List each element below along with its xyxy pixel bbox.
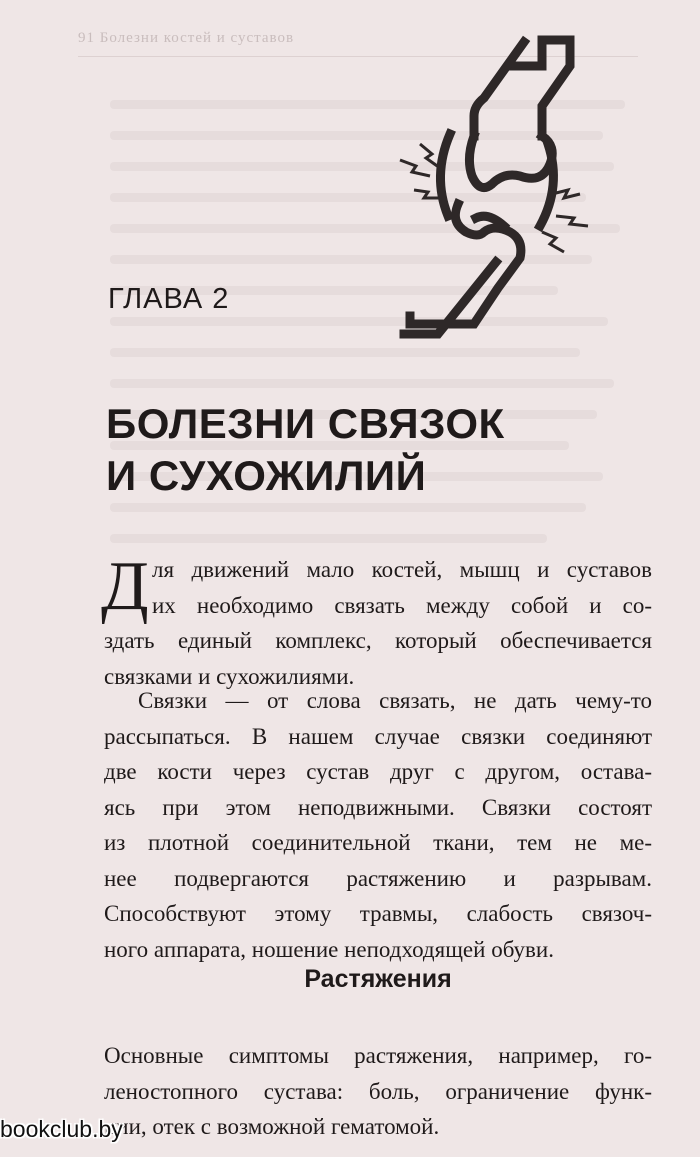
chapter-title-line: И СУХОЖИЛИЙ <box>106 452 427 499</box>
text-line: связками и сухожилиями. <box>104 663 355 689</box>
watermark: bookclub.by <box>0 1116 123 1142</box>
text-line: их необходимо связать между собой и со- <box>152 592 652 618</box>
chapter-title <box>106 398 646 502</box>
chapter-title-line: БОЛЕЗНИ СВЯЗОК <box>106 400 505 447</box>
running-head: 91 Болезни костей и суставов <box>78 30 295 46</box>
knee-joint-pain-icon <box>392 26 592 346</box>
intro-paragraph <box>104 552 652 694</box>
drop-cap: Д <box>101 548 149 625</box>
text-line: Связки — от слова связать, не дать чему-то <box>138 688 652 713</box>
text-line: Основные симптомы растяжения, например, го- <box>104 1043 652 1068</box>
sprains-paragraph <box>104 1038 652 1145</box>
text-line: рассыпаться. В нашем случае связки соединяют <box>104 723 652 749</box>
text-line: ции, отек с возможной гематомой. <box>104 1114 440 1139</box>
text-line: здать единый комплекс, который обеспечивается <box>104 628 652 653</box>
text-line: Способствуют этому травмы, слабость связоч- <box>104 901 652 926</box>
chapter-label: ГЛАВА 2 <box>108 283 230 315</box>
text-line: нее подвергаются растяжению и разрывам. <box>104 865 652 891</box>
text-line: ного аппарата, ношение неподходящей обуви. <box>104 936 554 962</box>
text-line: ясь при этом неподвижными. Связки состоят <box>104 794 652 820</box>
section-heading: Растяжения <box>304 965 452 993</box>
text-line: две кости через сустав друг с другом, остава- <box>104 759 652 784</box>
text-line: ля движений мало костей, мышц и суставов <box>152 557 652 582</box>
ligaments-paragraph <box>104 683 652 967</box>
text-line: из плотной соединительной ткани, тем не ме- <box>104 830 652 855</box>
text-line: леностопного сустава: боль, ограничение функ- <box>104 1078 652 1104</box>
